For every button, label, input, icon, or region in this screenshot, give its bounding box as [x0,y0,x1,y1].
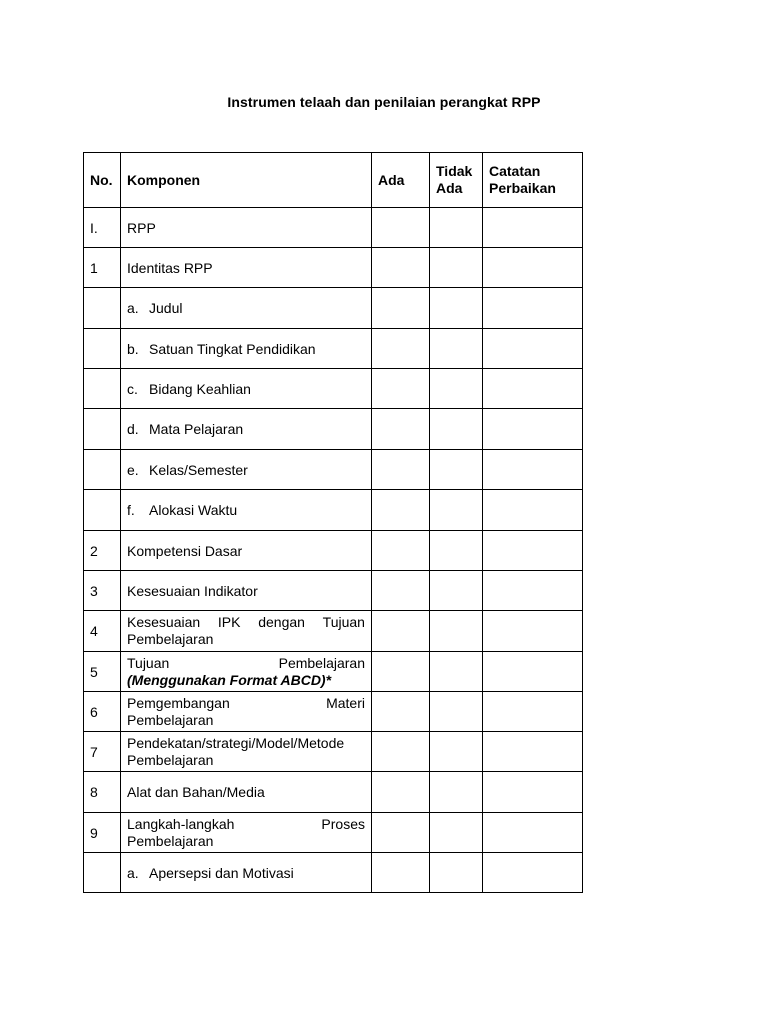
row-komponen [121,652,372,692]
item-label: Judul [149,300,183,316]
word: Pemgembangan [127,694,230,711]
ada-cell [372,732,430,772]
catatan-cell [483,772,583,813]
item-letter: d. [127,421,139,437]
ada-cell [372,571,430,611]
ada-cell [372,772,430,813]
row-number: 3 [84,571,121,611]
row-number: 6 [84,692,121,732]
komponen-line-2: Pembelajaran [127,832,214,849]
row-komponen [121,853,372,893]
catatan-cell [483,611,583,652]
table-row [84,450,583,490]
catatan-cell [483,490,583,531]
tidak-ada-cell [430,409,483,450]
komponen-line-2: Pembelajaran [127,631,214,647]
row-number [84,853,121,893]
tidak-ada-cell [430,369,483,409]
ada-cell [372,652,430,692]
tidak-ada-cell [430,853,483,893]
row-komponen [121,369,372,409]
row-number [84,450,121,490]
catatan-cell [483,208,583,248]
catatan-cell [483,369,583,409]
item-letter: a. [127,300,139,316]
header-ada: Ada [372,153,430,208]
tidak-ada-cell [430,248,483,288]
catatan-cell [483,692,583,732]
row-komponen: Kompetensi Dasar [121,531,372,571]
catatan-cell [483,329,583,369]
table-row [84,772,583,813]
tidak-ada-cell [430,611,483,652]
komponen-line-2: (Menggunakan Format ABCD)* [127,671,332,688]
tidak-ada-cell [430,571,483,611]
row-komponen: Identitas RPP [121,248,372,288]
header-no: No. [84,153,121,208]
header-tidak-ada: Tidak Ada [430,153,483,208]
ada-cell [372,450,430,490]
table-row [84,329,583,369]
komponen-line-1 [127,695,365,712]
ada-cell [372,692,430,732]
tidak-ada-cell [430,288,483,329]
ada-cell [372,288,430,329]
catatan-cell [483,409,583,450]
word: Materi [326,694,365,711]
komponen-line-1: Pendekatan/strategi/Model/Metode [127,734,345,751]
word: Kesesuaian [127,614,201,630]
header-komponen: Komponen [121,153,372,208]
ada-cell [372,490,430,531]
item-label: Alokasi Waktu [149,502,238,518]
word: Pembelajaran [278,654,365,671]
catatan-cell [483,652,583,692]
ada-cell [372,813,430,853]
tidak-ada-cell [430,490,483,531]
table-row [84,732,583,772]
ada-cell [372,531,430,571]
row-number [84,409,121,450]
table-row [84,611,583,652]
tidak-ada-cell [430,732,483,772]
row-komponen [121,611,372,652]
item-label: Mata Pelajaran [149,421,244,437]
item-letter: f. [127,502,135,518]
row-number [84,369,121,409]
word: dengan [258,614,305,630]
tidak-ada-cell [430,531,483,571]
row-number: 1 [84,248,121,288]
tidak-ada-cell [430,772,483,813]
tidak-ada-cell [430,652,483,692]
ada-cell [372,853,430,893]
item-letter: b. [127,340,139,357]
table-row [84,853,583,893]
table-row [84,369,583,409]
table-row [84,531,583,571]
section-row-rpp [84,208,583,248]
ada-cell [372,248,430,288]
table-row [84,571,583,611]
table-row [84,652,583,692]
item-label: Apersepsi dan Motivasi [149,864,294,881]
table-row [84,813,583,853]
item-label: Kelas/Semester [149,461,248,478]
catatan-cell [483,531,583,571]
document-title: Instrumen telaah dan penilaian perangkat RPP [227,94,541,110]
row-komponen: Kesesuaian Indikator [121,571,372,611]
section-number: I. [84,208,121,248]
catatan-cell [483,248,583,288]
row-komponen [121,732,372,772]
ada-cell [372,409,430,450]
komponen-line-1 [127,655,365,672]
tidak-ada-cell [430,813,483,853]
ada-cell [372,208,430,248]
ada-cell [372,611,430,652]
table-row [84,288,583,329]
komponen-line-2: Pembelajaran [127,751,214,768]
word: IPK [217,614,241,630]
item-letter: a. [127,864,139,881]
catatan-cell [483,571,583,611]
row-number: 7 [84,732,121,772]
item-letter: e. [127,461,139,478]
komponen-line-1 [127,816,365,833]
row-komponen [121,692,372,732]
row-number [84,329,121,369]
assessment-table [83,152,583,893]
catatan-cell [483,288,583,329]
catatan-cell [483,732,583,772]
tidak-ada-cell [430,692,483,732]
row-number: 8 [84,772,121,813]
row-komponen [121,450,372,490]
item-label: Satuan Tingkat Pendidikan [149,340,316,357]
section-label: RPP [121,208,372,248]
word: Tujuan [127,654,170,671]
tidak-ada-cell [430,329,483,369]
header-catatan-perbaikan: Catatan Perbaikan [483,153,583,208]
row-number [84,288,121,329]
tidak-ada-cell [430,450,483,490]
table-row [84,409,583,450]
table-header-row [84,153,583,208]
row-number: 5 [84,652,121,692]
ada-cell [372,329,430,369]
table-row [84,248,583,288]
row-komponen [121,409,372,450]
row-number: 9 [84,813,121,853]
word: Langkah-langkah [127,815,235,832]
row-number: 2 [84,531,121,571]
row-number: 4 [84,611,121,652]
row-komponen [121,813,372,853]
item-label: Bidang Keahlian [149,380,251,397]
komponen-line-2: Pembelajaran [127,711,214,728]
catatan-cell [483,853,583,893]
ada-cell [372,369,430,409]
catatan-cell [483,450,583,490]
item-letter: c. [127,380,138,397]
row-komponen [121,288,372,329]
tidak-ada-cell [430,208,483,248]
word: Proses [321,815,365,832]
row-komponen [121,490,372,531]
row-komponen: Alat dan Bahan/Media [121,772,372,813]
table-row [84,692,583,732]
row-komponen [121,329,372,369]
word: Tujuan [322,614,365,630]
table-row [84,490,583,531]
catatan-cell [483,813,583,853]
row-number [84,490,121,531]
komponen-line-1 [127,614,365,631]
